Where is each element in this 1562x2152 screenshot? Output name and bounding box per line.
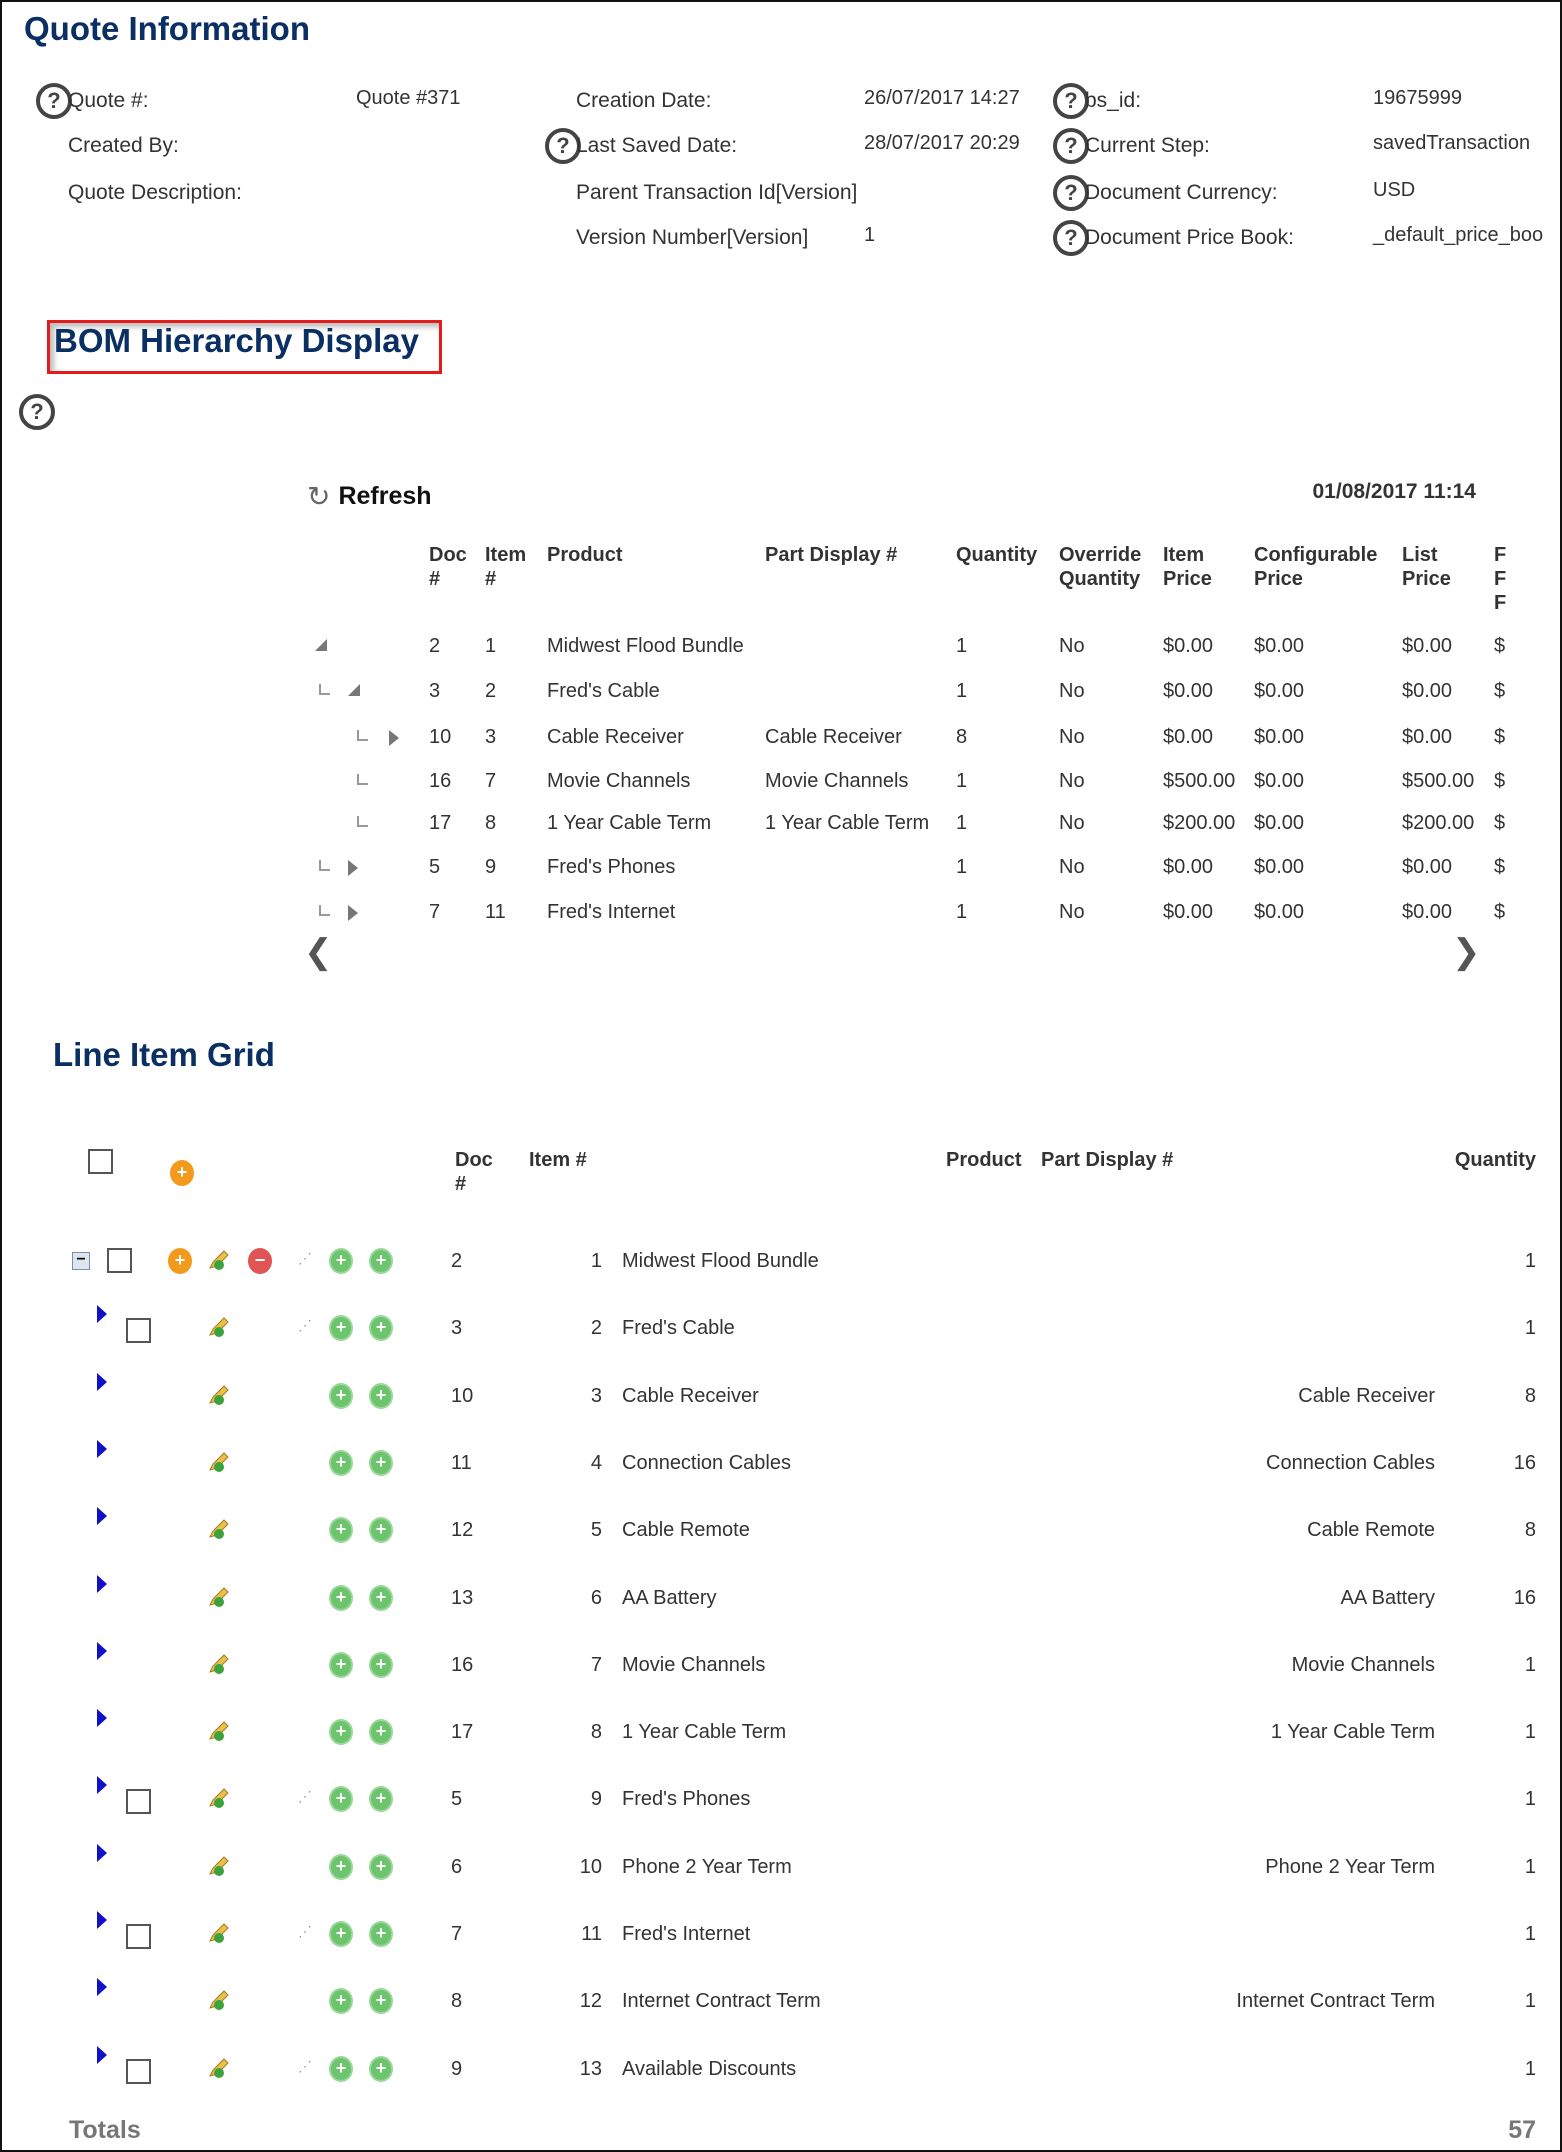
bom-hierarchy-title: BOM Hierarchy Display [54,322,419,359]
tree-connector [319,860,330,871]
add-sibling-icon[interactable]: + [369,1921,393,1947]
field-label: Last Saved Date: [576,134,738,157]
bom-cell-doc: 3 [429,680,441,702]
bom-cell-item: 11 [485,901,506,923]
grid-cell-product: Connection Cables [622,1451,791,1474]
add-sibling-icon[interactable]: + [369,1786,393,1812]
grid-cell-quantity: 16 [1513,1451,1536,1474]
bom-header[interactable]: Item Price [1163,544,1212,590]
field-label: Document Currency: [1085,181,1278,204]
add-child-icon[interactable]: + [329,1786,353,1812]
bom-header[interactable]: F F F [1494,544,1507,614]
expand-triangle-icon[interactable] [348,905,358,921]
add-sibling-icon[interactable]: + [369,1652,393,1678]
grid-cell-item: 10 [579,1855,602,1878]
bom-cell-part: 1 Year Cable Term [765,812,930,834]
bom-cell-list-price: $0.00 [1402,856,1453,878]
bom-cell-config-price: $0.00 [1254,812,1305,834]
bom-cell-product: Cable Receiver [547,726,684,748]
edit-pencil-icon[interactable] [207,1921,231,1945]
drag-handle-icon[interactable]: ⋰ [298,2057,312,2074]
field-value: _default_price_boo [1373,224,1544,246]
add-child-icon[interactable]: + [329,1988,353,2014]
bom-cell-product: 1 Year Cable Term [547,812,712,834]
bom-cell-clip: $ [1494,680,1506,702]
field-value: USD [1373,179,1416,201]
grid-cell-doc: 7 [451,1923,463,1945]
field-label: Document Price Book: [1085,226,1294,249]
field-label: Creation Date: [576,89,712,112]
bom-cell-item-price: $500.00 [1163,770,1236,792]
grid-cell-doc: 6 [451,1855,463,1878]
field-label: bs_id: [1085,89,1142,112]
grid-header-item[interactable]: Item # [529,1149,587,1171]
bom-cell-clip: $ [1494,726,1506,748]
grid-header-product[interactable]: Product [946,1149,1022,1171]
add-sibling-icon[interactable]: + [369,1517,393,1543]
add-sibling-icon[interactable]: + [369,1315,393,1341]
grid-header-doc[interactable]: Doc # [455,1149,493,1195]
grid-cell-part: Movie Channels [1291,1653,1435,1676]
remove-icon[interactable]: − [248,1248,272,1274]
expand-row-icon[interactable] [97,2046,107,2064]
add-child-icon[interactable]: + [329,1383,353,1409]
field-value: 26/07/2017 14:27 [864,87,1020,109]
add-sibling-icon[interactable]: + [369,1450,393,1476]
bom-cell-item-price: $0.00 [1163,901,1214,923]
help-icon[interactable]: ? [1053,175,1089,211]
grid-cell-product: Cable Remote [622,1519,750,1542]
expand-row-icon[interactable] [97,1305,107,1323]
bom-header[interactable]: Product [547,544,623,566]
totals-label: Totals [69,2116,141,2144]
add-child-icon[interactable]: + [329,1854,353,1880]
field-label: Current Step: [1085,134,1210,157]
bom-cell-override: No [1059,635,1085,657]
edit-pencil-icon[interactable] [207,1719,231,1743]
bom-cell-product: Midwest Flood Bundle [547,635,744,657]
add-child-icon[interactable]: + [329,1450,353,1476]
add-sibling-icon[interactable]: + [369,1719,393,1745]
bom-cell-override: No [1059,770,1085,792]
bom-cell-item-price: $0.00 [1163,635,1214,657]
row-checkbox[interactable] [126,2059,151,2084]
bom-cell-item: 2 [485,680,497,702]
bom-cell-override: No [1059,856,1085,878]
grid-cell-part: Internet Contract Term [1236,1990,1435,2013]
add-icon[interactable]: + [168,1248,192,1274]
edit-pencil-icon[interactable] [207,1652,231,1676]
bom-cell-list-price: $0.00 [1402,680,1453,702]
edit-pencil-icon[interactable] [207,1786,231,1810]
grid-cell-doc: 17 [451,1721,474,1744]
grid-cell-quantity: 1 [1524,1653,1536,1676]
bom-cell-override: No [1059,680,1085,702]
grid-cell-product: 1 Year Cable Term [622,1721,787,1744]
grid-cell-part: Cable Remote [1307,1519,1435,1542]
grid-cell-doc: 16 [451,1653,474,1676]
add-child-icon[interactable]: + [329,1248,353,1274]
grid-cell-product: Fred's Cable [622,1317,735,1340]
bom-cell-config-price: $0.00 [1254,726,1305,748]
edit-pencil-icon[interactable] [207,2056,231,2080]
add-child-icon[interactable]: + [329,1585,353,1611]
bom-cell-doc: 2 [429,635,441,657]
expand-row-icon[interactable] [97,1373,107,1391]
bom-cell-clip: $ [1494,770,1506,792]
drag-handle-icon[interactable]: ⋰ [298,1788,312,1805]
add-child-icon[interactable]: + [329,1652,353,1678]
bom-cell-doc: 16 [429,770,452,792]
tree-connector [357,730,368,741]
bom-cell-doc: 5 [429,856,441,878]
bom-cell-item: 1 [485,635,497,657]
add-child-icon[interactable]: + [329,1719,353,1745]
edit-pencil-icon[interactable] [207,1383,231,1407]
grid-cell-doc: 8 [451,1990,463,2013]
bom-cell-item-price: $0.00 [1163,856,1214,878]
refresh-label: Refresh [338,482,432,510]
grid-header-part[interactable]: Part Display # [1041,1149,1174,1171]
drag-handle-icon[interactable]: ⋰ [298,1317,312,1334]
tree-connector [319,905,330,916]
bom-cell-list-price: $500.00 [1402,770,1475,792]
expand-row-icon[interactable] [97,1642,107,1660]
add-line-icon[interactable]: + [170,1160,194,1186]
field-value: 1 [864,224,876,246]
bom-cell-list-price: $0.00 [1402,726,1453,748]
edit-pencil-icon[interactable] [207,1585,231,1609]
grid-cell-quantity: 8 [1524,1384,1536,1407]
edit-pencil-icon[interactable] [207,1517,231,1541]
expand-row-icon[interactable] [97,1844,107,1862]
grid-cell-item: 3 [590,1384,602,1407]
refresh-button[interactable] [307,480,432,513]
grid-cell-quantity: 1 [1524,1721,1536,1744]
grid-cell-quantity: 1 [1524,1317,1536,1340]
field-label: Version Number[Version] [576,226,809,249]
grid-cell-doc: 12 [451,1519,474,1542]
grid-cell-doc: 10 [451,1384,474,1407]
help-icon[interactable]: ? [19,394,55,430]
grid-cell-item: 7 [590,1653,602,1676]
bom-cell-qty: 8 [956,726,968,748]
grid-cell-item: 11 [581,1923,602,1945]
bom-cell-qty: 1 [956,812,968,834]
grid-cell-product: Available Discounts [622,2057,797,2080]
bom-cell-item-price: $200.00 [1163,812,1236,834]
grid-cell-doc: 5 [451,1788,463,1811]
grid-cell-item: 5 [590,1519,602,1542]
select-all-checkbox[interactable] [88,1149,113,1174]
bom-cell-doc: 10 [429,726,452,748]
bom-cell-qty: 1 [956,680,968,702]
grid-cell-item: 12 [579,1990,602,2013]
tree-connector [319,684,330,695]
grid-cell-quantity: 1 [1524,1788,1536,1811]
edit-pencil-icon[interactable] [207,1450,231,1474]
bom-header[interactable]: Quantity [956,544,1038,566]
bom-header[interactable]: Configurable Price [1254,544,1378,590]
grid-cell-quantity: 16 [1513,1586,1536,1609]
row-checkbox[interactable] [126,1318,151,1343]
add-sibling-icon[interactable]: + [369,1585,393,1611]
bom-cell-item: 8 [485,812,497,834]
grid-cell-doc: 2 [451,1250,463,1272]
expand-row-icon[interactable] [97,1776,107,1794]
bom-header[interactable]: Override Quantity [1059,544,1142,590]
bom-cell-override: No [1059,726,1085,748]
bom-cell-qty: 1 [956,856,968,878]
grid-cell-item: 2 [590,1317,602,1340]
grid-cell-quantity: 1 [1524,1250,1536,1272]
grid-cell-product: Movie Channels [622,1653,766,1676]
bom-cell-config-price: $0.00 [1254,680,1305,702]
collapse-triangle-icon[interactable] [315,639,327,651]
bom-cell-doc: 7 [429,901,441,923]
help-icon[interactable]: ? [36,83,72,119]
grid-cell-part: 1 Year Cable Term [1270,1721,1435,1744]
bom-header[interactable]: List Price [1402,544,1451,590]
totals-quantity: 57 [1508,2116,1536,2144]
grid-cell-item: 13 [579,2057,602,2080]
collapse-icon[interactable]: − [72,1252,90,1270]
bom-cell-part: Movie Channels [765,770,909,792]
grid-cell-product: Phone 2 Year Term [622,1855,792,1878]
bom-timestamp: 01/08/2017 11:14 [1312,480,1476,503]
bom-header[interactable]: Part Display # [765,544,898,566]
field-label: Quote #: [68,89,149,112]
expand-row-icon[interactable] [97,1507,107,1525]
grid-cell-quantity: 8 [1524,1519,1536,1542]
bom-cell-clip: $ [1494,856,1506,878]
line-item-grid-title: Line Item Grid [53,1036,275,1073]
bom-cell-item: 9 [485,856,497,878]
bom-cell-list-price: $200.00 [1402,812,1475,834]
grid-cell-item: 9 [590,1788,602,1811]
field-value: 19675999 [1373,87,1462,109]
field-label: Parent Transaction Id[Version] [576,181,858,204]
bom-cell-qty: 1 [956,635,968,657]
grid-cell-quantity: 1 [1524,1855,1536,1878]
bom-cell-config-price: $0.00 [1254,856,1305,878]
add-sibling-icon[interactable]: + [369,1383,393,1409]
bom-cell-config-price: $0.00 [1254,635,1305,657]
bom-cell-product: Fred's Cable [547,680,660,702]
help-icon[interactable]: ? [1053,220,1089,256]
expand-triangle-icon[interactable] [389,730,399,746]
scroll-left-arrow[interactable]: ❮ [304,933,333,971]
expand-row-icon[interactable] [97,1575,107,1593]
drag-handle-icon[interactable]: ⋰ [298,1923,312,1939]
bom-cell-clip: $ [1494,901,1506,923]
bom-cell-qty: 1 [956,901,968,923]
row-checkbox[interactable] [126,1924,151,1949]
grid-cell-product: Fred's Phones [622,1788,751,1811]
bom-cell-item: 7 [485,770,497,792]
grid-cell-part: Phone 2 Year Term [1265,1855,1435,1878]
drag-handle-icon[interactable]: ⋰ [298,1250,312,1266]
help-icon[interactable]: ? [545,128,581,164]
collapse-triangle-icon[interactable] [348,684,360,696]
field-value: 28/07/2017 20:29 [864,132,1020,154]
bom-cell-item: 3 [485,726,497,748]
bom-cell-config-price: $0.00 [1254,770,1305,792]
grid-cell-product: Fred's Internet [622,1923,751,1945]
grid-cell-quantity: 1 [1524,1990,1536,2013]
bom-cell-override: No [1059,901,1085,923]
bom-cell-part: Cable Receiver [765,726,902,748]
row-checkbox[interactable] [107,1248,132,1273]
bom-header[interactable]: Item # [485,544,527,590]
grid-cell-quantity: 1 [1524,2057,1536,2080]
grid-cell-product: Cable Receiver [622,1384,759,1407]
field-label: Created By: [68,134,179,157]
grid-cell-doc: 13 [451,1586,474,1609]
expand-row-icon[interactable] [97,1978,107,1996]
refresh-icon: ↻ [307,481,331,512]
field-label: Quote Description: [68,181,242,204]
tree-connector [357,816,368,827]
grid-cell-part: Cable Receiver [1298,1384,1435,1407]
grid-cell-product: Midwest Flood Bundle [622,1250,819,1272]
help-icon[interactable]: ? [1053,128,1089,164]
grid-cell-item: 4 [590,1451,602,1474]
row-checkbox[interactable] [126,1789,151,1814]
add-child-icon[interactable]: + [329,1517,353,1543]
add-sibling-icon[interactable]: + [369,1248,393,1274]
bom-cell-override: No [1059,812,1085,834]
bom-cell-list-price: $0.00 [1402,901,1453,923]
bom-cell-list-price: $0.00 [1402,635,1453,657]
grid-cell-item: 1 [590,1250,602,1272]
add-sibling-icon[interactable]: + [369,1988,393,2014]
add-child-icon[interactable]: + [329,2056,353,2082]
bom-header[interactable]: Doc # [429,544,467,590]
grid-cell-product: Internet Contract Term [622,1990,821,2013]
grid-cell-doc: 11 [451,1451,472,1474]
bom-cell-qty: 1 [956,770,968,792]
grid-cell-product: AA Battery [622,1586,717,1609]
quote-information-title: Quote Information [24,10,310,47]
bom-cell-product: Movie Channels [547,770,691,792]
bom-cell-item-price: $0.00 [1163,680,1214,702]
edit-pencil-icon[interactable] [207,1988,231,2012]
grid-cell-part: AA Battery [1340,1586,1435,1609]
bom-cell-config-price: $0.00 [1254,901,1305,923]
field-value: savedTransaction [1373,132,1531,154]
field-value: Quote #371 [356,87,461,109]
bom-cell-clip: $ [1494,635,1506,657]
add-sibling-icon[interactable]: + [369,1854,393,1880]
edit-pencil-icon[interactable] [207,1315,231,1339]
tree-connector [357,774,368,785]
expand-triangle-icon[interactable] [348,860,358,876]
expand-row-icon[interactable] [97,1440,107,1458]
grid-cell-item: 8 [590,1721,602,1744]
grid-cell-doc: 3 [451,1317,463,1340]
help-icon[interactable]: ? [1053,83,1089,119]
edit-pencil-icon[interactable] [207,1248,231,1272]
add-child-icon[interactable]: + [329,1315,353,1341]
bom-cell-product: Fred's Phones [547,856,676,878]
add-sibling-icon[interactable]: + [369,2056,393,2082]
scroll-right-arrow[interactable]: ❯ [1452,933,1481,971]
bom-cell-product: Fred's Internet [547,901,676,923]
bom-cell-doc: 17 [429,812,452,834]
grid-cell-part: Connection Cables [1266,1451,1435,1474]
bom-cell-clip: $ [1494,812,1506,834]
add-child-icon[interactable]: + [329,1921,353,1947]
grid-header-quantity[interactable]: Quantity [1454,1149,1536,1171]
grid-cell-item: 6 [590,1586,602,1609]
grid-cell-quantity: 1 [1524,1923,1536,1945]
bom-cell-item-price: $0.00 [1163,726,1214,748]
grid-cell-doc: 9 [451,2057,463,2080]
edit-pencil-icon[interactable] [207,1854,231,1878]
expand-row-icon[interactable] [97,1709,107,1727]
expand-row-icon[interactable] [97,1911,107,1929]
